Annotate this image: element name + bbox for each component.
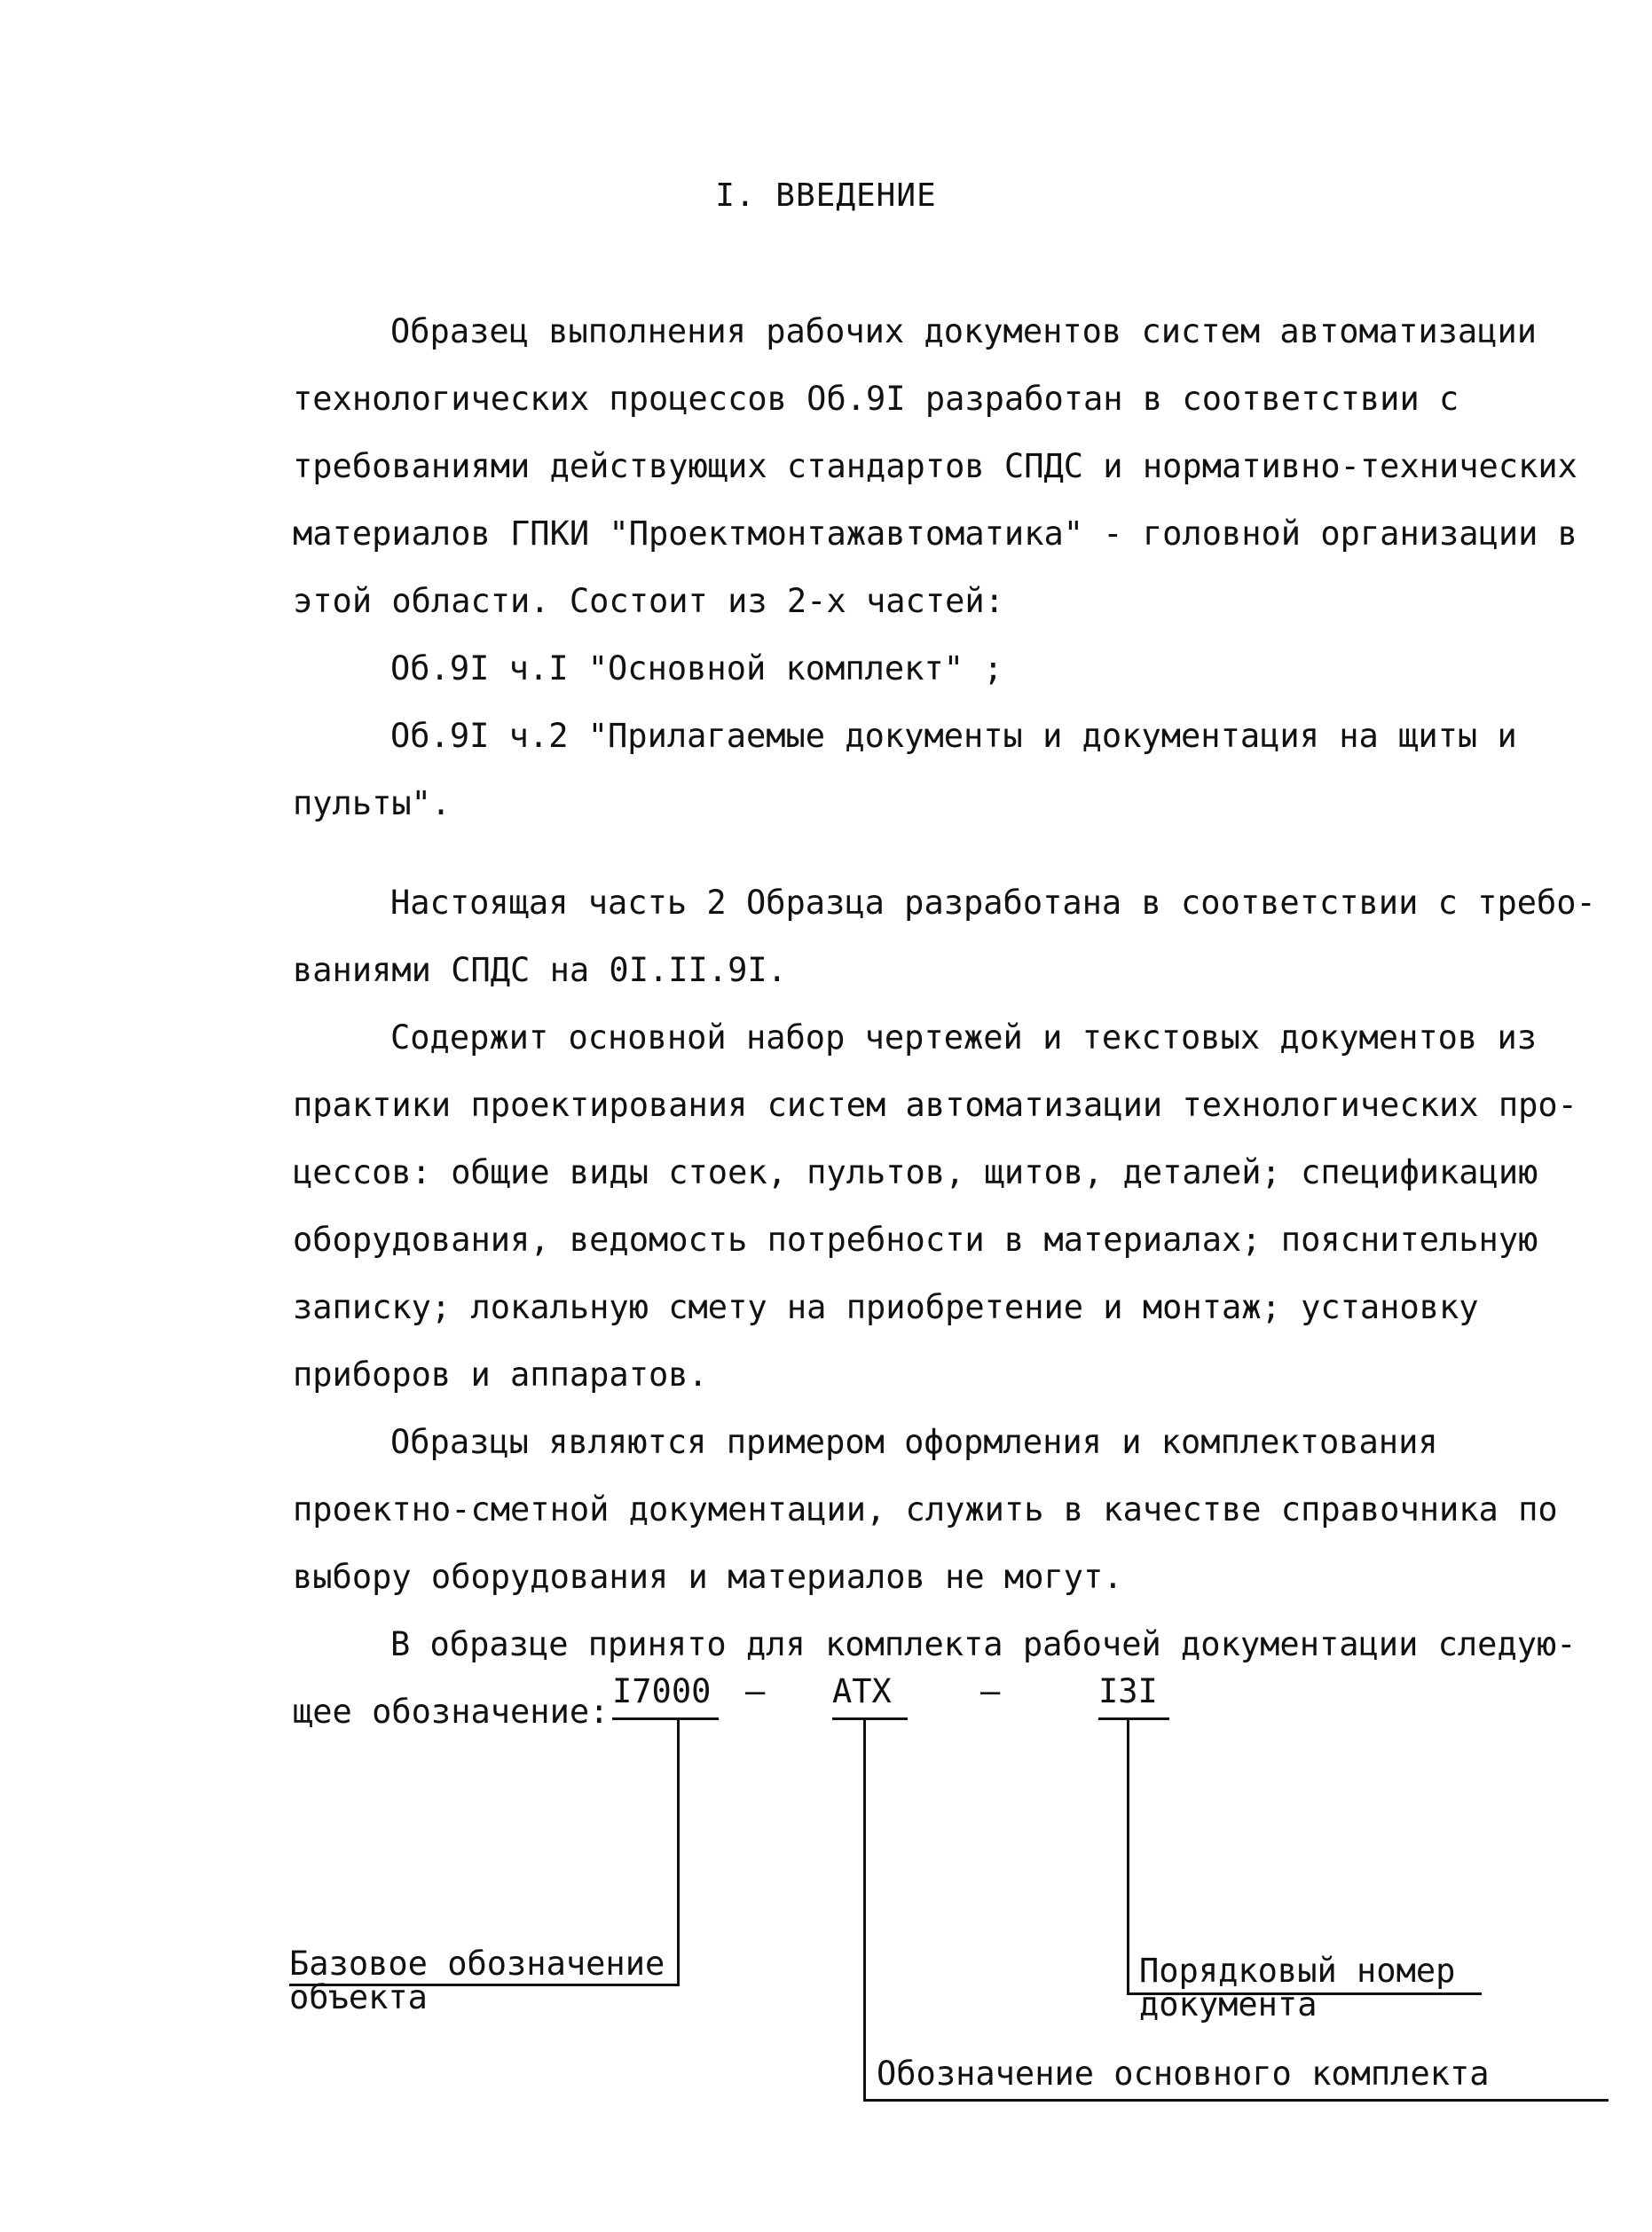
connector-line [677,1717,680,1985]
text-line: Настоящая часть 2 Образца разработана в соответствии с требо- [390,884,1596,922]
label-base-designation: Базовое обозначение [289,1945,665,1983]
text-line: Об.9I ч.2 "Прилагаемые документы и документация на щиты и [390,717,1517,755]
text-line: пульты". [293,784,452,822]
section-heading: I. ВВЕДЕНИЕ [715,177,937,214]
underline [612,1717,719,1720]
text-line: приборов и аппаратов. [293,1356,708,1394]
designation-part-set: АТХ [832,1672,892,1710]
connector-line [1127,1717,1129,1994]
text-line: выбору оборудования и материалов не могут. [293,1558,1123,1596]
text-line: технологических процессов Об.9I разработан в соответствии с [293,380,1459,418]
underline [832,1717,908,1720]
underline [1098,1717,1169,1720]
text-line: оборудования, ведомость потребности в материалах; пояснительную [293,1221,1538,1259]
text-line: практики проектирования систем автоматизации технологических про- [293,1086,1577,1124]
designation-dash: — [980,1672,1001,1710]
text-line: Содержит основной набор чертежей и текстовых документов из [390,1018,1538,1057]
text-line: материалов ГПКИ "Проектмонтажавтоматика" - головной организации в [293,515,1577,553]
text-line: цессов: общие виды стоек, пультов, щитов, деталей; спецификацию [293,1153,1538,1191]
label-base-set: Обозначение основного комплекта [877,2055,1490,2093]
label-underline [863,2099,1609,2102]
text-line: Образцы являются примером оформления и комплектования [390,1423,1438,1461]
text-line: этой области. Состоит из 2-х частей: [293,582,1004,620]
text-line: Образец выполнения рабочих документов систем автоматизации [390,312,1538,350]
designation-part-base: I7000 [612,1672,712,1710]
text-line: В образце принято для комплекта рабочей документации следую- [390,1625,1577,1663]
text-line: проектно-сметной документации, служить в качестве справочника по [293,1490,1558,1529]
text-line: ваниями СПДС на 0I.II.9I. [293,951,787,989]
connector-line [863,1717,866,2101]
text-line: требованиями действующих стандартов СПДС и нормативно-технических [293,447,1577,485]
designation-dash: — [745,1672,766,1710]
text-line: щее обозначение: [293,1693,610,1731]
label-base-designation-cont: объекта [289,1978,428,2016]
label-document-number-cont: документа [1139,1985,1318,2024]
text-line: Об.9I ч.I "Основной комплект" ; [390,649,1003,688]
designation-part-number: I3I [1098,1672,1158,1710]
text-line: записку; локальную смету на приобретение и монтаж; установку [293,1288,1479,1326]
label-document-number: Порядковый номер [1139,1952,1456,1990]
